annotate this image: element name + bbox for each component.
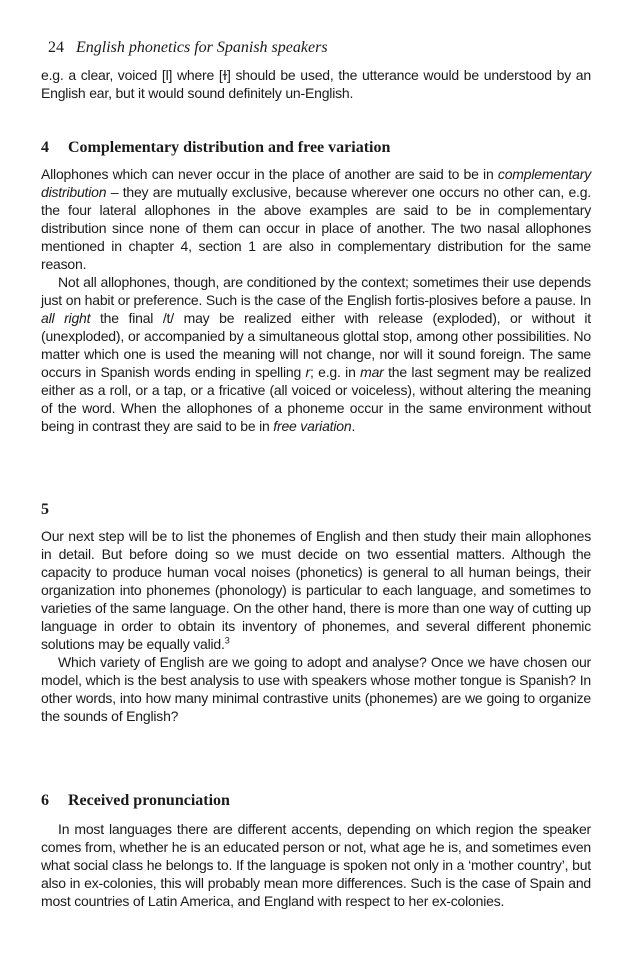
section-4-heading (41, 138, 390, 158)
text-run: the last segment may be realized either as a roll, or a tap, or a fricative (all voiced or voiceless), without altering the meaning of the word. When the allophones of a phoneme occur in the same environment without being in contrast they are said to be in (41, 364, 592, 434)
section-6-paragraph-1: In most languages there are different accents, depending on which region the speaker comes from, whether he is an educated person or not, what age he is, and sometimes even what social class he belongs to. If the language is spoken not only in a ‘mother country’, but also in ex-colonies, this will probably mean more differences. Such is the case of Spain and most countries of Latin America, and England with respect to her ex-colonies. (41, 821, 591, 909)
page-number: 24 (48, 39, 64, 56)
running-title: English phonetics for Spanish speakers (76, 39, 328, 56)
term-complementary-distribution: complementary distribution (41, 166, 591, 200)
section-6-number: 6 (41, 792, 49, 809)
section-6-title: Received pronunciation (68, 792, 230, 809)
section-4-body (41, 165, 591, 435)
section-5-paragraph-1 (41, 527, 591, 653)
section-4-paragraph-2 (41, 273, 591, 435)
example-mar: mar (360, 364, 384, 380)
example-all-right: all right (41, 310, 91, 326)
intro-text: e.g. a clear, voiced [l] where [ɫ] should be used, the utterance would be understood by an English ear, but it would sound definitely un-English. (41, 67, 591, 101)
text-run: – they are mutually exclusive, because wherever one occurs no other can, e.g. the four lateral allophones in the above examples are said to be in complementary distribution since none of them can occur in place of another. The two nasal allophones mentioned in chapter 4, section 1 are also in complementary distribution for the same reason. (41, 184, 591, 272)
text-run: ; e.g. in (310, 364, 361, 380)
example-r: r (305, 364, 310, 380)
text-run: Not all allophones, though, are conditioned by the context; sometimes their use depends just on habit or preference. Such is the case of the English fortis-plosives before a pause. In (41, 274, 591, 308)
section-5-heading (41, 500, 68, 520)
section-4-title: Complementary distribution and free variation (68, 139, 391, 156)
text-run: . (351, 418, 356, 434)
running-header (48, 38, 328, 58)
section-5-body (41, 527, 591, 725)
section-4-paragraph-1 (41, 165, 591, 273)
term-free-variation: free variation (273, 418, 352, 434)
section-5-number: 5 (41, 501, 49, 518)
section-4-number: 4 (41, 139, 49, 156)
intro-paragraph (41, 66, 591, 102)
section-6-heading (41, 791, 230, 811)
text-run: Our next step will be to list the phonemes of English and then study their main allophones in detail. But before doing so we must decide on two essential matters. Although the capacity to produce human vocal noises (phonetics) is general to all human beings, their organization into phonemes (phonology) is particular to each language, and sometimes to varieties of the same language. On the other hand, there is more than one way of cutting up language in order to obtain its inventory of phonemes, and several different phonemic solutions may be equally valid. (41, 528, 591, 652)
section-5-paragraph-2: Which variety of English are we going to adopt and analyse? Once we have chosen our model, which is the best analysis to use with speakers whose mother tongue is Spanish? In other words, into how many minimal contrastive units (phonemes) are we going to organize the sounds of English? (41, 654, 591, 724)
section-6-body (41, 820, 591, 910)
text-run: the final /t/ may be realized either with release (exploded), or without it (unexploded), or accompanied by a simultaneous glottal stop, among other possibilities. No matter which one is used the meaning will not change, nor will it sound foreign. The same occurs in Spanish words ending in spelling (41, 310, 591, 380)
text-run: Allophones which can never occur in the place of another are said to be in (41, 166, 498, 182)
footnote-marker: 3 (224, 635, 230, 646)
